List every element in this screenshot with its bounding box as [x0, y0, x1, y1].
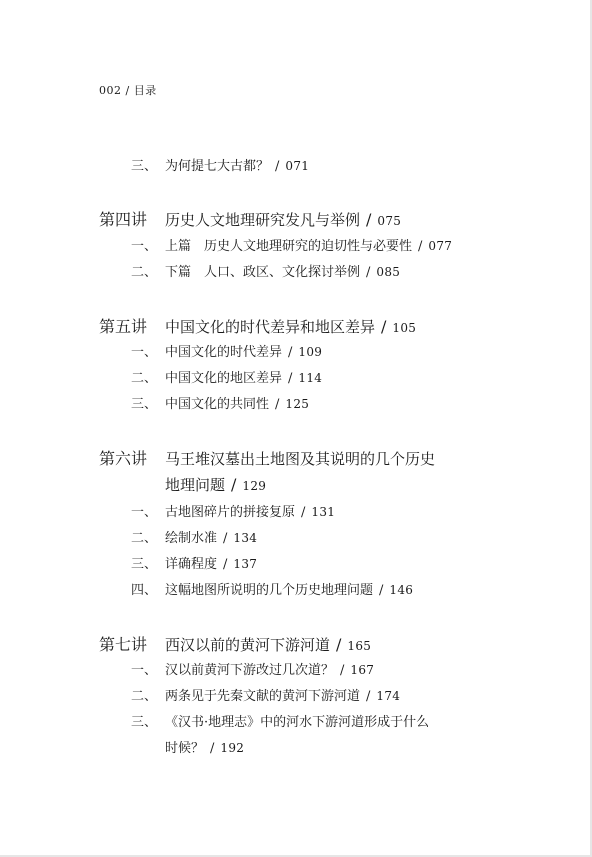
- toc-section-number: 一、: [131, 239, 158, 254]
- toc-entry-title: 上篇 历史人文地理研究的迫切性与必要性: [165, 239, 413, 254]
- toc-section-entry: [131, 155, 309, 174]
- toc-page-number: 105: [392, 321, 417, 335]
- toc-slash: /: [379, 583, 384, 598]
- toc-page-number: 075: [377, 214, 402, 228]
- running-header: [99, 82, 157, 98]
- toc-page-number: 071: [285, 159, 310, 173]
- toc-section-number: 一、: [131, 345, 158, 360]
- toc-slash: /: [231, 475, 237, 494]
- toc-section-number: 二、: [131, 371, 158, 386]
- toc-section-number: 三、: [131, 159, 158, 174]
- toc-entry-title: 汉以前黄河下游改过几次道？: [165, 663, 335, 678]
- toc-section-number: 一、: [131, 505, 158, 520]
- toc-entry-title: 《汉书·地理志》中的河水下游河道形成于什么: [165, 715, 430, 730]
- toc-section-number: 二、: [131, 689, 158, 704]
- toc-slash: /: [223, 557, 228, 572]
- toc-chapter-number: 第五讲: [99, 317, 148, 336]
- toc-entry-title: 马王堆汉墓出土地图及其说明的几个历史: [165, 450, 436, 468]
- toc-section-number: 二、: [131, 265, 158, 280]
- toc-chapter-entry: [99, 632, 371, 655]
- toc-chapter-entry: [99, 207, 401, 230]
- toc-entry-title: 这幅地图所说明的几个历史地理问题: [165, 583, 374, 598]
- toc-page-number: 137: [233, 557, 258, 571]
- toc-chapter-entry: [99, 314, 416, 337]
- toc-chapter-number: 第七讲: [99, 635, 148, 654]
- toc-page-number: 131: [311, 505, 336, 519]
- toc-entry-title: 中国文化的时代差异和地区差异: [165, 318, 376, 336]
- header-title: 目录: [133, 84, 157, 97]
- toc-section-entry: [165, 474, 266, 495]
- toc-section-entry: [131, 235, 452, 254]
- toc-entry-title: 下篇 人口、政区、文化探讨举例: [165, 265, 361, 280]
- toc-entry-title: 时候？: [165, 741, 205, 756]
- toc-slash: /: [301, 505, 306, 520]
- toc-chapter-number: 第六讲: [99, 449, 148, 468]
- toc-page-number: 109: [298, 345, 323, 359]
- toc-section-entry: [131, 261, 400, 280]
- toc-slash: /: [288, 345, 293, 360]
- toc-entry-title: 中国文化的共同性: [165, 397, 270, 412]
- toc-slash: /: [366, 689, 371, 704]
- toc-slash: /: [340, 663, 345, 678]
- toc-slash: /: [223, 531, 228, 546]
- toc-section-entry: [131, 685, 400, 704]
- toc-section-entry: [165, 737, 244, 756]
- toc-entry-title: 两条见于先秦文献的黄河下游河道: [165, 689, 361, 704]
- toc-entry-title: 古地图碎片的拼接复原: [165, 505, 296, 520]
- toc-page-number: 167: [350, 663, 375, 677]
- toc-page-number: 077: [428, 239, 453, 253]
- toc-entry-title: 中国文化的时代差异: [165, 345, 283, 360]
- toc-section-number: 一、: [131, 663, 158, 678]
- toc-section-number: 三、: [131, 715, 158, 730]
- toc-section-entry: [131, 367, 322, 386]
- toc-slash: /: [336, 635, 342, 654]
- toc-entry-title: 中国文化的地区差异: [165, 371, 283, 386]
- toc-section-entry: [131, 501, 335, 520]
- toc-slash: /: [418, 239, 423, 254]
- toc-section-entry: [131, 553, 257, 572]
- toc-slash: /: [366, 265, 371, 280]
- toc-entry-title: 详确程度: [165, 557, 218, 572]
- toc-page-number: 134: [233, 531, 258, 545]
- toc-entry-title: 绘制水准: [165, 531, 218, 546]
- toc-section-entry: [131, 527, 257, 546]
- toc-entry-title: 为何提七大古都？: [165, 159, 270, 174]
- toc-section-entry: [131, 579, 413, 598]
- toc-page-number: 114: [298, 371, 323, 385]
- header-slash: /: [125, 84, 130, 97]
- toc-page-number: 165: [347, 639, 372, 653]
- toc-section-number: 四、: [131, 583, 158, 598]
- toc-section-entry: [131, 341, 322, 360]
- toc-page-number: 085: [376, 265, 401, 279]
- toc-slash: /: [366, 210, 372, 229]
- toc-slash: /: [275, 159, 280, 174]
- toc-slash: /: [210, 741, 215, 756]
- toc-section-entry: [131, 711, 429, 730]
- toc-section-number: 三、: [131, 557, 158, 572]
- toc-entry-title: 西汉以前的黄河下游河道: [165, 636, 331, 654]
- toc-section-entry: [131, 393, 309, 412]
- header-page-number: 002: [99, 84, 122, 97]
- toc-section-number: 二、: [131, 531, 158, 546]
- toc-slash: /: [288, 371, 293, 386]
- toc-page-number: 125: [285, 397, 310, 411]
- toc-chapter-entry: [99, 446, 435, 469]
- toc-entry-title: 历史人文地理研究发凡与举例: [165, 211, 361, 229]
- toc-slash: /: [381, 317, 387, 336]
- toc-page-number: 146: [389, 583, 414, 597]
- toc-entry-title: 地理问题: [165, 476, 226, 494]
- toc-page-number: 174: [376, 689, 401, 703]
- toc-page-number: 192: [220, 741, 245, 755]
- toc-page-number: 129: [242, 479, 267, 493]
- toc-section-number: 三、: [131, 397, 158, 412]
- toc-section-entry: [131, 659, 374, 678]
- toc-chapter-number: 第四讲: [99, 210, 148, 229]
- toc-slash: /: [275, 397, 280, 412]
